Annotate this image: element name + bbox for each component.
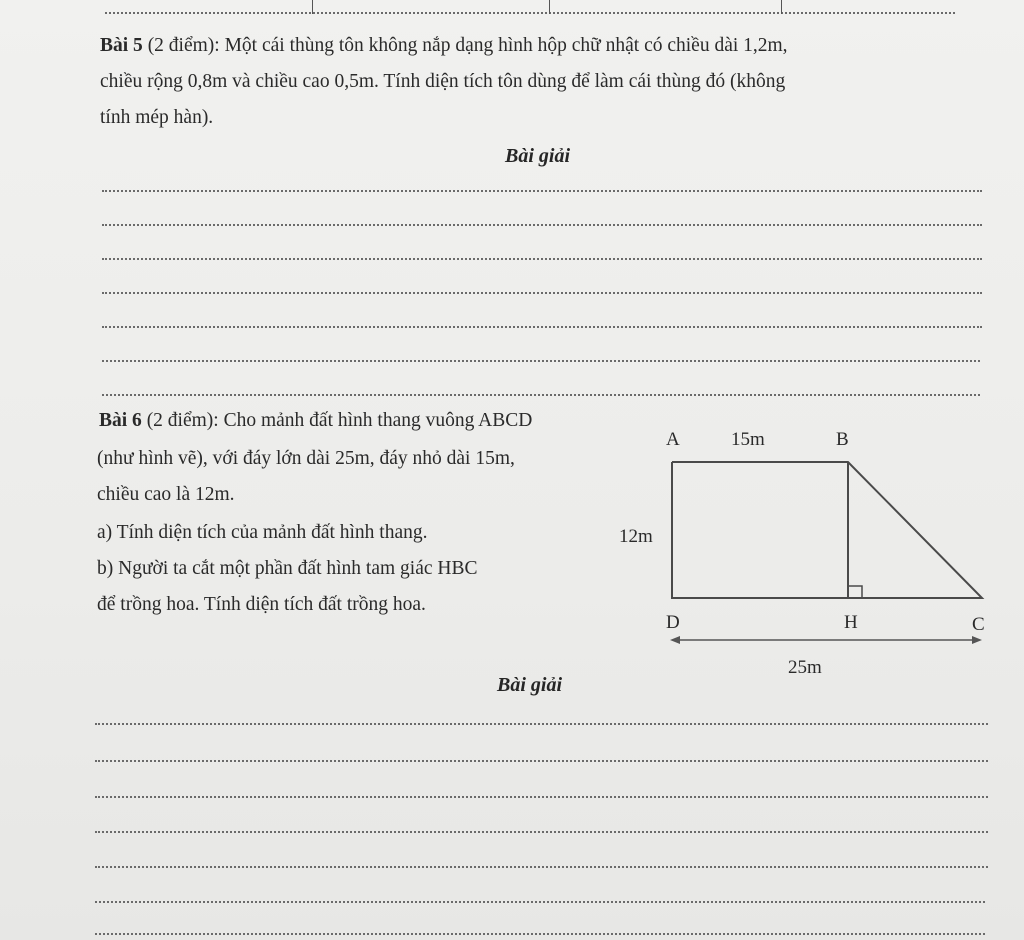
answer-line[interactable]: [102, 360, 980, 362]
problem-5-solution-heading: Bài giải: [505, 145, 571, 167]
answer-line[interactable]: [95, 760, 988, 762]
dimension-arrowhead-right: [972, 636, 982, 644]
problem-6-part-a: a) Tính diện tích của mảnh đất hình thang.: [97, 522, 428, 543]
problem-5-title: Bài 5: [100, 35, 143, 56]
answer-line[interactable]: [95, 831, 988, 833]
label-d: D: [666, 612, 680, 633]
problem-5-line-3: tính mép hàn).: [100, 107, 214, 128]
problem-6-line-1: [99, 410, 532, 432]
label-top-base: 15m: [731, 429, 765, 450]
answer-line[interactable]: [102, 326, 982, 328]
top-answer-line: [105, 12, 955, 14]
problem-6-line-3: chiều cao là 12m.: [97, 484, 235, 505]
problem-5-points: (2 điểm):: [147, 35, 220, 56]
answer-line[interactable]: [102, 224, 982, 226]
problem-5-text: [100, 28, 1000, 136]
label-c: C: [972, 614, 985, 635]
problem-6-line-2: (như hình vẽ), với đáy lớn dài 25m, đáy nhỏ dài 15m,: [97, 448, 515, 469]
answer-line[interactable]: [95, 796, 988, 798]
problem-6-part-b-line-2: để trồng hoa. Tính diện tích đất trồng hoa.: [97, 594, 426, 615]
answer-line[interactable]: [95, 933, 985, 935]
answer-line[interactable]: [95, 723, 988, 725]
top-tick: [781, 0, 782, 14]
problem-5-line-2: chiều rộng 0,8m và chiều cao 0,5m. Tính diện tích tôn dùng để làm cái thùng đó (không: [100, 71, 786, 92]
right-angle-marker: [848, 586, 862, 598]
trapezoid-diagram: [600, 418, 1020, 688]
answer-line[interactable]: [102, 258, 982, 260]
answer-line[interactable]: [102, 394, 980, 396]
problem-6-part-b-line-1: b) Người ta cắt một phần đất hình tam giác HBC: [97, 558, 478, 579]
label-bottom-base: 25m: [788, 657, 822, 678]
answer-line[interactable]: [102, 190, 982, 192]
answer-line[interactable]: [102, 292, 982, 294]
label-h: H: [844, 612, 858, 633]
top-tick: [549, 0, 550, 14]
dimension-arrowhead-left: [670, 636, 680, 644]
problem-6-title: Bài 6: [99, 410, 142, 431]
problem-6-solution-heading: Bài giải: [497, 674, 563, 696]
label-a: A: [666, 429, 680, 450]
problem-6-points: (2 điểm):: [146, 410, 219, 431]
problem-5-line-1-text: Một cái thùng tôn không nắp dạng hình hộp chữ nhật có chiều dài 1,2m,: [224, 35, 788, 56]
answer-line[interactable]: [95, 901, 985, 903]
problem-6-line-1-text: Cho mảnh đất hình thang vuông ABCD: [223, 410, 533, 431]
label-height: 12m: [619, 526, 653, 547]
trapezoid-figure: [600, 418, 1020, 688]
label-b: B: [836, 429, 849, 450]
problem-5-line-1: [100, 28, 1000, 64]
top-tick: [312, 0, 313, 14]
trapezoid-outline: [672, 462, 982, 598]
answer-line[interactable]: [95, 866, 988, 868]
